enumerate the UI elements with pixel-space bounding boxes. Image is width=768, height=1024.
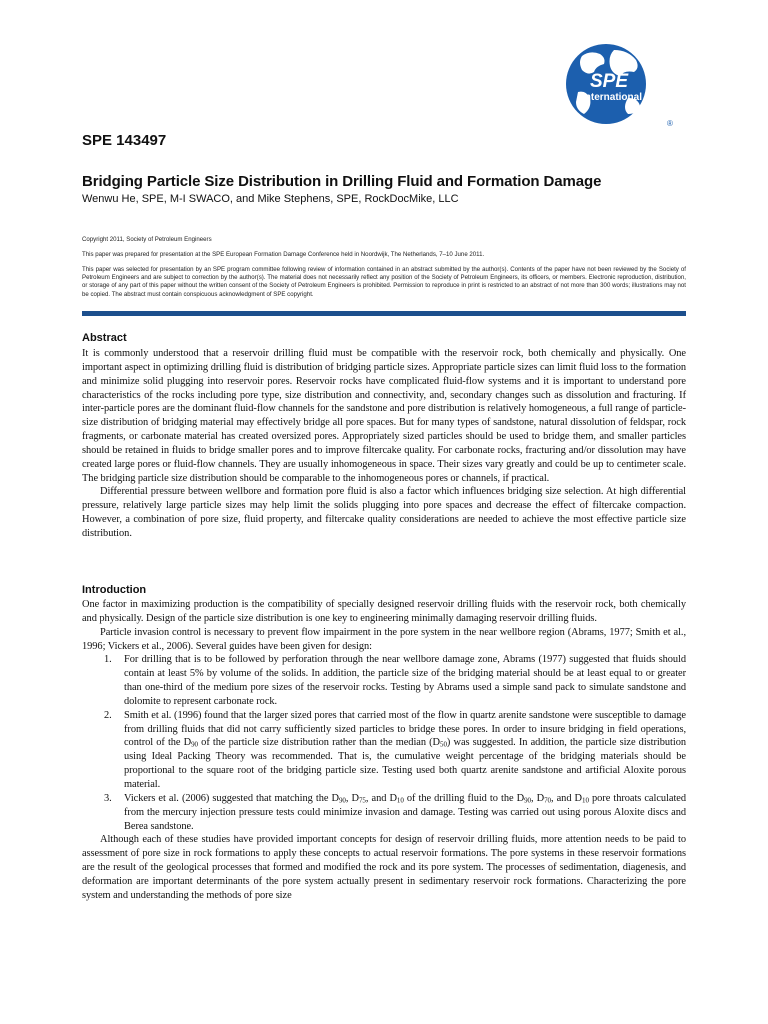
introduction-paragraph: One factor in maximizing production is the compatibility of specially designed reservoir drilling fluids with the reservoir rock, both chemically and physically. Design of the particle size distribution is one key to engineering minimally damaging reservoir drilling fluids. [82, 599, 686, 624]
introduction-paragraph: Particle invasion control is necessary to prevent flow impairment in the pore system in the near wellbore region (Abrams, 1977; Smith et al., 1996; Vickers et al., 2006). Several guides have been given for design: [82, 626, 686, 652]
paper-authors: Wenwu He, SPE, M-I SWACO, and Mike Stephens, SPE, RockDocMike, LLC [82, 193, 459, 205]
list-text: pore throats calculated from the mercury injection pressure tests could minimize invasion and damage. Testing was carried out using porous Aloxite discs and Berea sandstone. [124, 792, 686, 832]
list-text: , D [345, 792, 359, 804]
design-guides-list [82, 653, 686, 833]
registered-mark: ® [667, 119, 673, 128]
subscript: 90 [338, 796, 346, 805]
list-text: , and D [550, 792, 583, 804]
introduction-paragraph: Although each of these studies have provided important concepts for design of reservoir drilling fluids, more attention needs to be paid to assessment of pore size in rock formations to apply these concepts to actual reservoir formations. The pore systems in these reservoir formations are the result of the geological processes that formed and modified the rock and its pore system. The processes of sedimentation, diagenesis, and deformation are important determinants of the pore system actually present in sedimentary reservoir rock formations. Characterizing the pore system and understanding the methods of pore size [82, 834, 686, 901]
logo-sub: International [581, 92, 643, 103]
selection-notice: This paper was selected for presentation by an SPE program committee following review of information contained in an abstract submitted by the author(s). Contents of the paper have not been reviewed by the Society of Petroleum Engineers and are subject to correction by the author(s). The material does not necessarily reflect any position of the Society of Petroleum Engineers, its officers, or members. Electronic reproduction, distribution, or storage of any part of this paper without the written consent of the Society of Petroleum Engineers is prohibited. Permission to reproduce in print is restricted to an abstract of not more than 300 words; illustrations may not be copied. The abstract must contain conspicuous acknowledgment of SPE copyright. [82, 266, 686, 298]
subscript: 75 [358, 796, 366, 805]
subscript: 90 [191, 740, 199, 749]
list-text: , and D [365, 792, 397, 804]
paper-title: Bridging Particle Size Distribution in Drilling Fluid and Formation Damage [82, 173, 602, 190]
logo-brand: SPE [589, 71, 629, 92]
list-text: Vickers et al. (2006) suggested that matching the D [124, 792, 339, 804]
list-number: 2. [104, 709, 112, 721]
list-text: Smith et al. (1996) found that the larger sized pores that carried most of the flow in quartz arenite sandstone were susceptible to damage from drilling fluids that did not carry sufficiently sized particles to bridge these pores. In order to insure bridging in field operations, control of the D [124, 709, 686, 749]
subscript: 10 [396, 796, 404, 805]
subscript: 50 [440, 740, 447, 749]
list-number: 3. [104, 792, 112, 804]
introduction-body [82, 598, 686, 903]
list-item [104, 792, 686, 834]
abstract-paragraph: Differential pressure between wellbore and formation pore fluid is also a factor which influences bridging size selection. At high differential pressure, relatively large particle sizes may help limit the solids plugging into pore spaces and decrease the effect of filtercake compaction. However, a combination of pore size, fluid property, and filtercake quality considerations are needed to achieve the most effective particle size distribution. [82, 486, 686, 539]
abstract-heading: Abstract [82, 332, 127, 344]
list-text: For drilling that is to be followed by perforation through the near wellbore damage zone, Abrams (1977) suggested that fluids should contain at least 5% by volume of the solids. In addition, the particle size of the bridging material should be at least equal to or greater than one-third of the medium pore sizes of the reservoir rocks. Testing by Abrams used a simple sand pack to simulate sandstone and dolomite to represent carbonate rock. [124, 654, 686, 707]
list-item [104, 709, 686, 792]
list-text: of the drilling fluid to the D [403, 792, 525, 804]
conference-notice: This paper was prepared for presentation at the SPE European Formation Damage Conference held in Noordwijk, The Netherlands, 7–10 June 2011. [82, 251, 485, 258]
subscript: 70 [544, 796, 551, 805]
list-text: , D [530, 792, 545, 804]
paper-number: SPE 143497 [82, 132, 167, 149]
abstract-paragraph: It is commonly understood that a reservoir drilling fluid must be compatible with the reservoir rock, both chemically and physically. One important aspect in optimizing drilling fluid is distribution of bridging particle sizes. Appropriate particle sizes can limit fluid loss to the formation and minimize solid plugging into reservoir pores. Reservoir rocks have complicated fluid-flow systems and it is important to understand pore characteristics of the rocks including pore type, size distribution and connectivity, and, secondary changes such as dissolution and fracturing. If inter-particle pores are the dominant fluid-flow channels for the sandstone and pore distribution is relatively homogeneous, a full range of particle-size distribution of bridging material may effectively bridge all pore spaces. But for many types of sandstone, natural dissolution of feldspar, rock fragments, or carbonate material has created oversized pores. Appropriately sized particles should be used to bridge them, and smaller particles should be retained in fluids to bridge smaller pores and to improve filtercake quality. For carbonate rocks, fracturing and/or dissolution may have created large pores or fluid-flow channels. They are usually inhomogeneous in space. Their sizes vary greatly and could be up to centimeter scale. The bridging particle size distribution should be comparable to the inhomogeneous pores or channels, if practical. [82, 348, 686, 484]
header-divider [82, 311, 686, 316]
copyright-notice: Copyright 2011, Society of Petroleum Engineers [82, 236, 212, 243]
subscript: 10 [582, 796, 589, 805]
introduction-heading: Introduction [82, 584, 147, 596]
subscript: 90 [524, 796, 531, 805]
abstract-body [82, 347, 686, 541]
spe-international-logo [530, 42, 688, 128]
list-number: 1. [104, 654, 112, 666]
list-text: ) was suggested. In addition, the particle size distribution using Ideal Packing Theory was recommended. That is, the cumulative weight percentage of the bridging materials should be proportional to the square root of the bridging particle size. Testing used both quartz arenite sandstone and artificial Aloxite porous material. [124, 737, 686, 790]
list-item [104, 653, 686, 708]
list-text: of the particle size distribution rather than the median (D [198, 737, 441, 749]
